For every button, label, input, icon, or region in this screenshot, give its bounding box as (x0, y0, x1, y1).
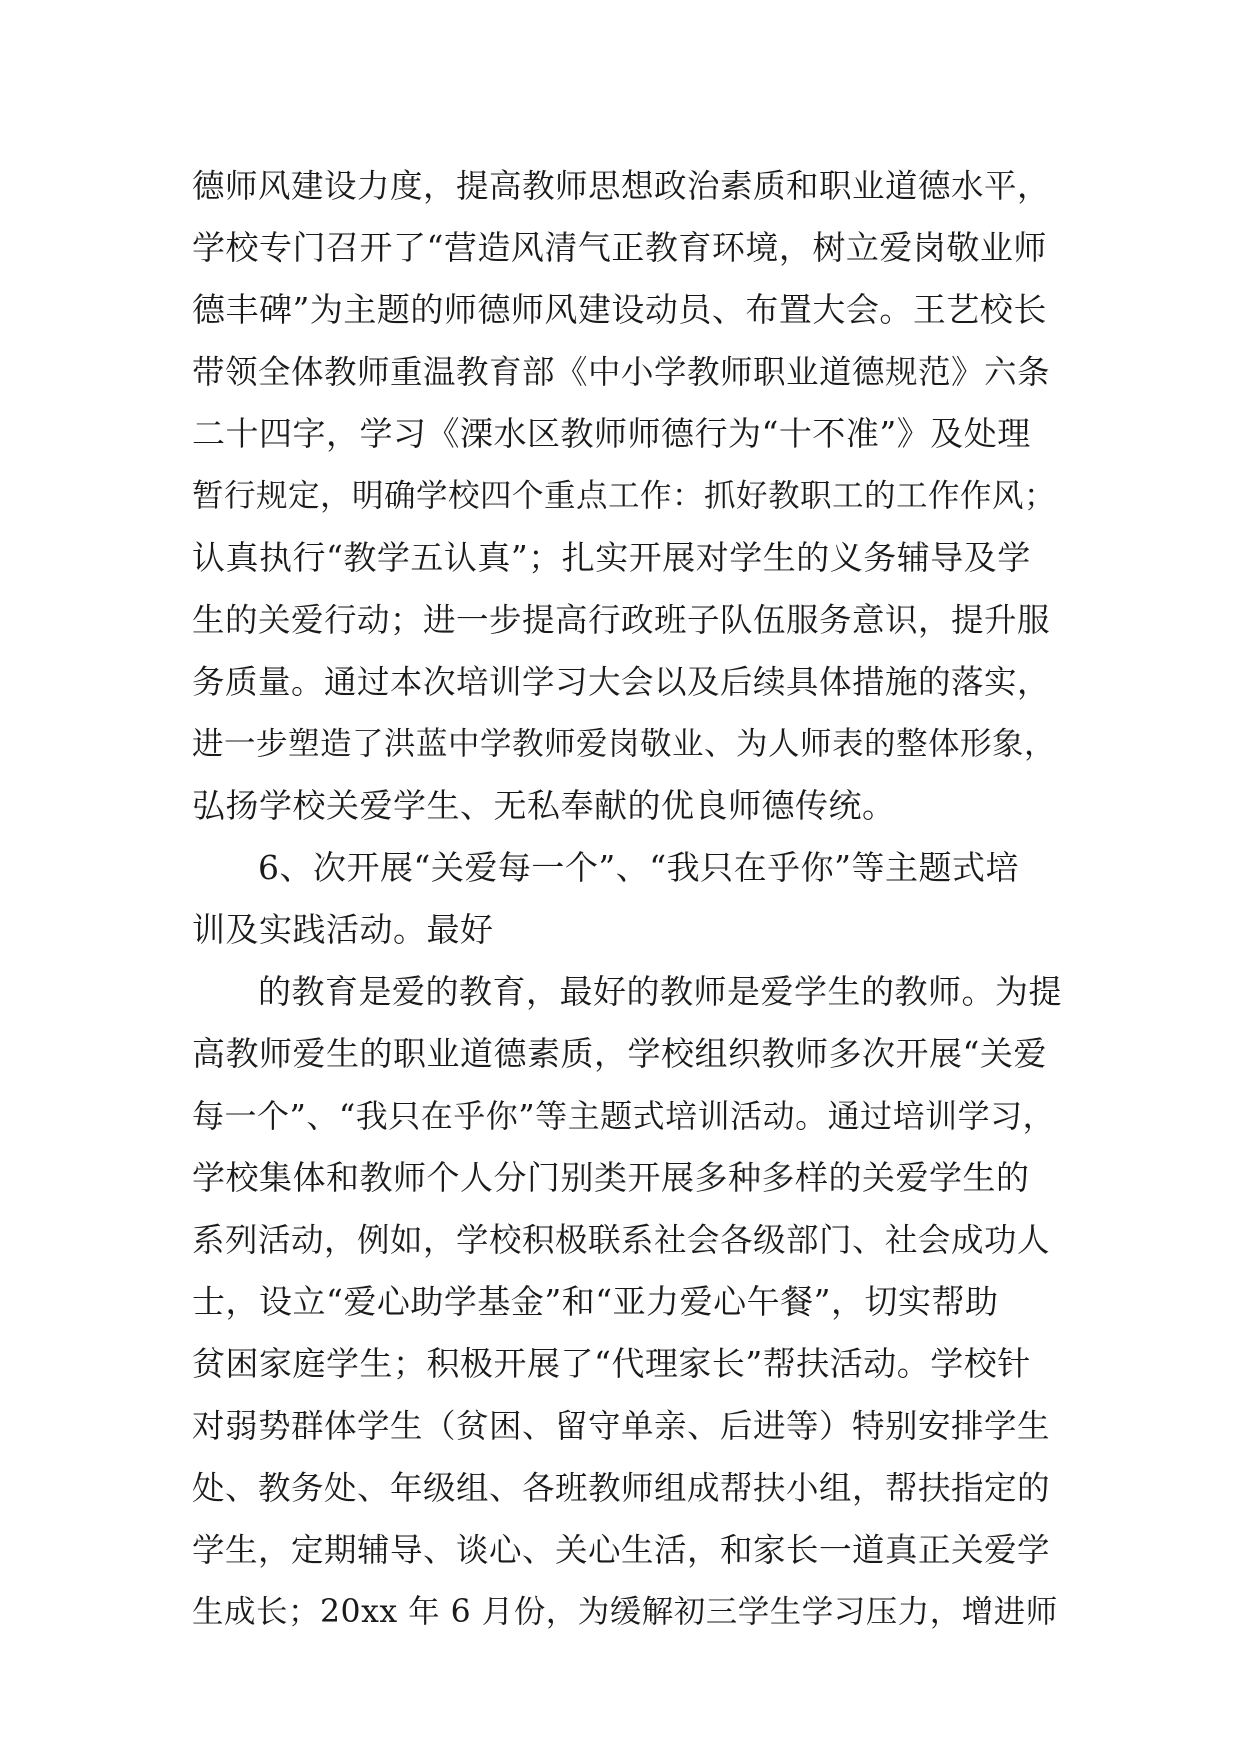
text-line: 带领全体教师重温教育部《中小学教师职业道德规范》六条 (192, 353, 1051, 391)
text-line: 贫困家庭学生；积极开展了“代理家长”帮扶活动。学校针 (192, 1344, 1031, 1383)
text-line: 士，设立“爱心助学基金”和“亚力爱心午餐”，切实帮助 (192, 1282, 999, 1321)
body-text (192, 155, 1062, 1643)
text-line: 每一个”、“我只在乎你”等主题式培训活动。通过培训学习， (192, 1097, 1056, 1135)
text-line: 认真执行“教学五认真”；扎实开展对学生的义务辅导及学 (192, 538, 1031, 577)
text-line: 系列活动，例如，学校积极联系社会各级部门、社会成功人 (192, 1221, 1051, 1259)
text-line: 进一步塑造了洪蓝中学教师爱岗敬业、为人师表的整体形象， (192, 726, 1057, 762)
text-line: 学校专门召开了“营造风清气正教育环境，树立爱岗敬业师 (192, 228, 1047, 267)
text-line: 的教育是爱的教育，最好的教师是爱学生的教师。为提 (258, 972, 1062, 1011)
text-line: 生成长；20xx 年 6 月份，为缓解初三学生学习压力，增进师 (192, 1594, 1058, 1630)
text-line: 德师风建设力度，提高教师思想政治素质和职业道德水平， (192, 167, 1051, 205)
text-line: 对弱势群体学生（贫困、留守单亲、后进等）特别安排学生 (192, 1407, 1051, 1445)
text-line: 暂行规定，明确学校四个重点工作：抓好教职工的工作作风； (192, 478, 1057, 514)
text-line: 德丰碑”为主题的师德师风建设动员、布置大会。王艺校长 (192, 290, 1047, 329)
text-line: 学校集体和教师个人分门别类开展多种多样的关爱学生的 (192, 1158, 1030, 1197)
text-line: 训及实践活动。最好 (192, 910, 494, 949)
text-line: 高教师爱生的职业道德素质，学校组织教师多次开展“关爱 (192, 1034, 1047, 1073)
text-line: 弘扬学校关爱学生、无私奉献的优良师德传统。 (192, 786, 896, 825)
text-line: 务质量。通过本次培训学习大会以及后续具体措施的落实， (192, 663, 1051, 701)
text-line: 生的关爱行动；进一步提高行政班子队伍服务意识，提升服 (192, 601, 1051, 639)
text-line: 处、教务处、年级组、各班教师组成帮扶小组，帮扶指定的 (192, 1469, 1051, 1507)
text-line: 学生，定期辅导、谈心、关心生活，和家长一道真正关爱学 (192, 1531, 1051, 1569)
text-line: 二十四字，学习《溧水区教师师德行为“十不准”》及处理 (192, 414, 1031, 453)
text-line: 6、次开展“关爱每一个”、“我只在乎你”等主题式培 (258, 848, 1019, 887)
